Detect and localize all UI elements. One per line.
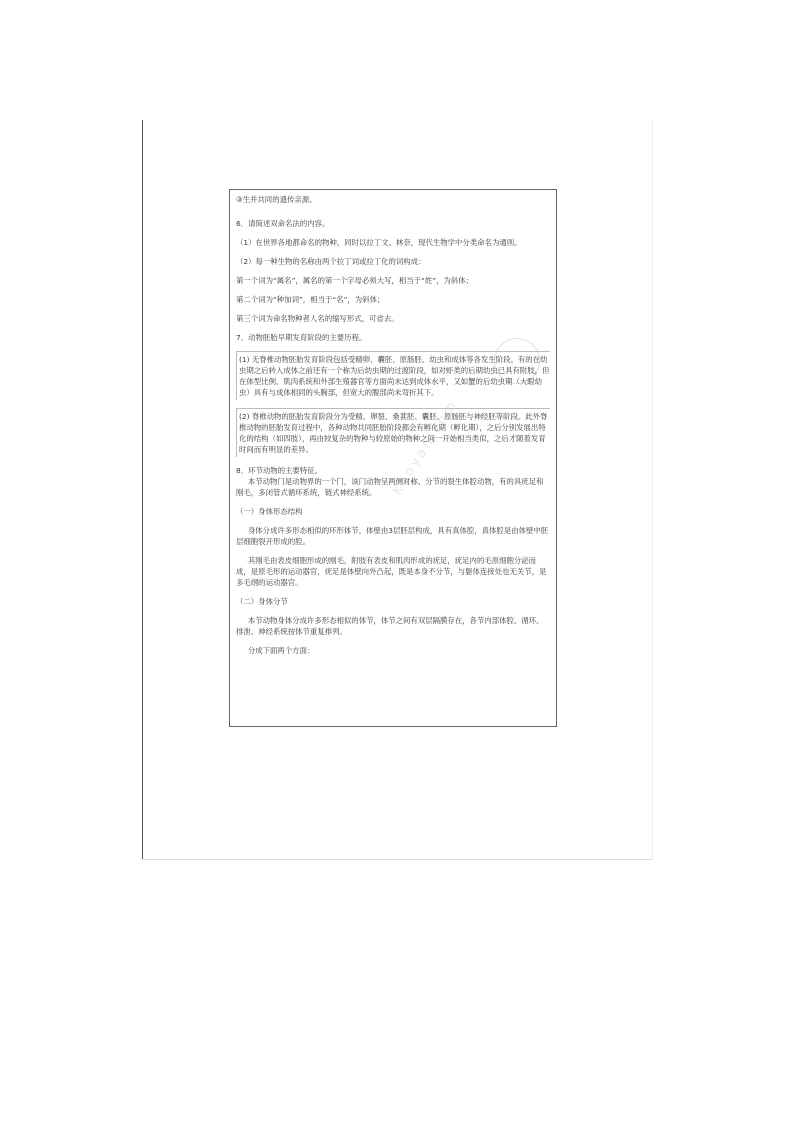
paragraph: 本节动物门是动物界的一个门，该门动物呈两侧对称、分节的裂生体腔动物，有的具疣足和刚毛，多闭管式循环系统，链式神经系统。 [236,477,544,497]
paragraph: 本节动物身体分成许多形态相似的体节，体节之间有双层隔膜存在，各节内部体腔、循环、排泄、神经系统按体节重复排列。 [236,616,544,636]
paragraph: ③生并共同的遗传亲源。 [236,195,317,204]
document-frame [229,189,557,727]
paragraph: (1) 无脊椎动物胚胎发育阶段包括受精卵、囊胚、原肠胚、幼虫和成体等各发生阶段。有的在幼虫期之后转入成体之前还有一个称为后幼虫期的过渡阶段，如对虾类的后期幼虫已具有附肢，但在体型比例、肌肉系统和外部生殖器官等方面尚未达到成体水平，又如蟹的后幼虫期（大眼幼虫）具有与成体相同的头胸部，但宽大的腹部尚未弯折其下。 [236,351,550,400]
paragraph: （1）在世界各地都命名的物种，同时以拉丁文、林奈，现代生物学中分类命名为通则。 [236,238,522,247]
question-heading: 7．动物胚胎早期发育阶段的主要历程。 [236,333,367,342]
scan-page-edge-bottom [142,859,653,860]
paragraph: (2) 脊椎动物的胚胎发育阶段分为受精、卵裂、桑葚胚、囊胚、原肠胚与神经胚等阶段。此外脊椎动物的胚胎发育过程中，各种动物共同胚胎阶段都会有孵化期（孵化期），之后分别发展出特化的结构（如四肢），再由较复杂的物种与较原始的物种之间一开始相当类似，之后才随着发育时间而有明显的差异。 [236,408,550,457]
scan-page-edge-right [652,120,653,860]
paragraph: 身体分成许多形态相似的环形体节，体壁由3层胚层构成，具有真体腔，真体腔是由体壁中胚层细胞裂开形成的腔。 [236,526,549,546]
paragraph: 其刚毛由表皮细胞形成的刚毛，附肢有表皮和肌肉形成的疣足，疣足内的毛原细胞分泌而成，是原毛形的运动器官，疣足是体壁向外凸起，既是本身不分节，与躯体连接处也无关节，是多毛纲的运动器官。 [236,556,547,587]
paragraph: （2）每一种生物的名称由两个拉丁词或拉丁化的词构成： [236,257,426,266]
section-heading: （二）身体分节 [236,597,288,606]
paragraph: 分成下面两个方面： [247,646,315,655]
question-heading: 6．请简述双命名法的内容。 [236,219,330,228]
document-body [236,194,550,656]
watermark-text: Kaoyan.com [390,396,462,498]
paragraph: 第三个词为命名物种者人名的缩写形式，可省去。 [236,314,399,323]
question-heading: 8．环节动物的主要特征。 [236,466,323,475]
scan-page-edge-left [142,120,143,860]
section-heading: （一）身体形态结构 [236,507,303,516]
paragraph: 第一个词为“属名”，属名的第一个字母必须大写，相当于“姓”，为斜体； [236,276,474,285]
paragraph: 第二个词为“种加词”，相当于“名”，为斜体； [236,295,385,304]
